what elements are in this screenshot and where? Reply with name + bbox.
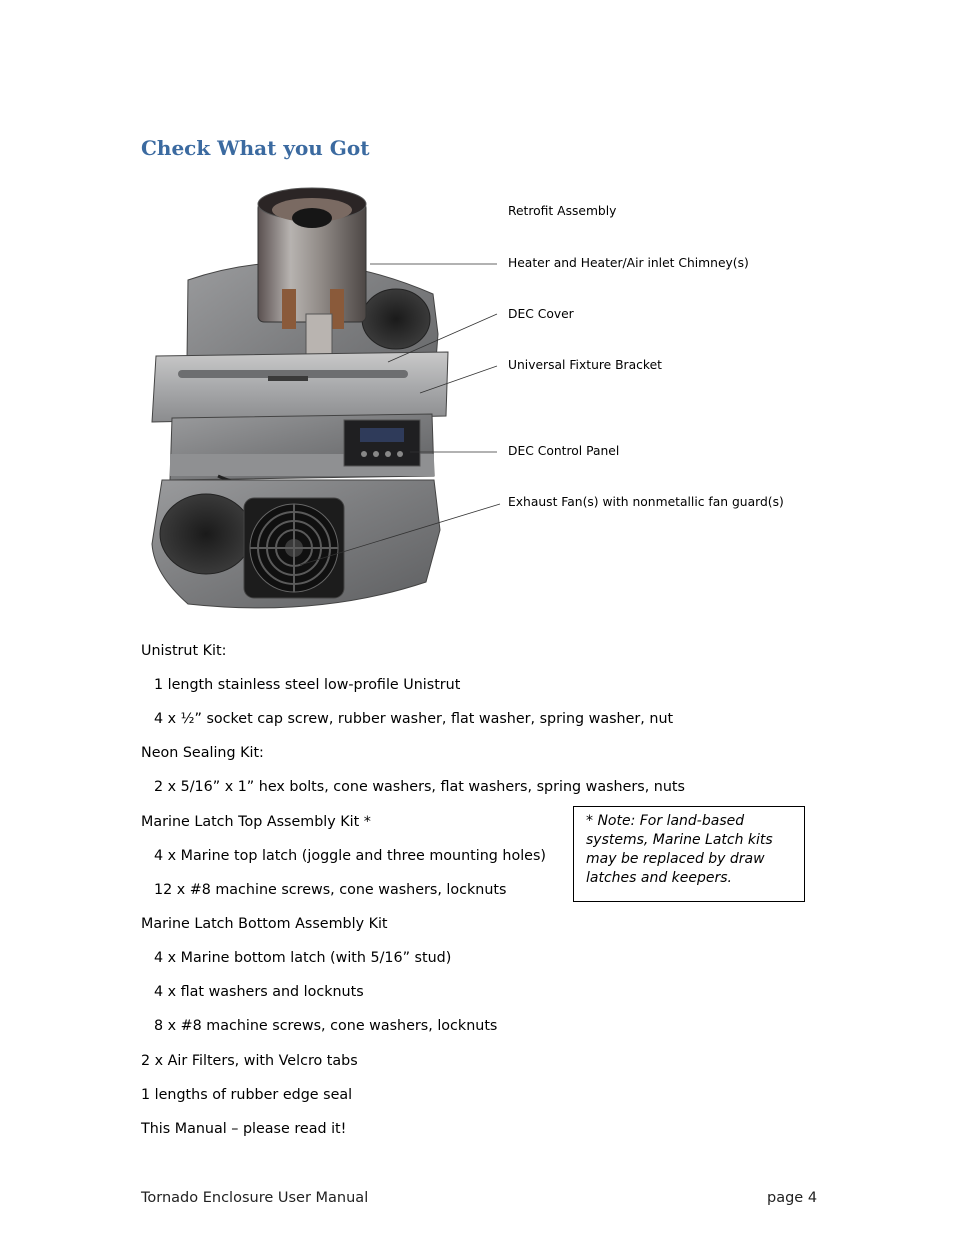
list-item: 4 x Marine bottom latch (with 5/16” stud) [154,950,452,966]
list-heading-marine-latch-top: Marine Latch Top Assembly Kit * [141,814,371,830]
list-item: 12 x #8 machine screws, cone washers, locknuts [154,882,507,898]
callout-heater-chimney: Heater and Heater/Air inlet Chimney(s) [508,256,749,270]
list-heading-neon-sealing-kit: Neon Sealing Kit: [141,745,264,761]
list-item-air-filters: 2 x Air Filters, with Velcro tabs [141,1053,358,1069]
list-heading-marine-latch-bottom: Marine Latch Bottom Assembly Kit [141,916,388,932]
list-item: 4 x Marine top latch (joggle and three mounting holes) [154,848,546,864]
list-item-edge-seal: 1 lengths of rubber edge seal [141,1087,353,1103]
footer-title: Tornado Enclosure User Manual [141,1190,369,1206]
callout-exhaust-fan: Exhaust Fan(s) with nonmetallic fan guard(s) [508,495,784,509]
callout-retrofit-assembly: Retrofit Assembly [508,204,617,218]
list-item: 2 x 5/16” x 1” hex bolts, cone washers, flat washers, spring washers, nuts [154,779,685,795]
list-item: 1 length stainless steel low-profile Unistrut [154,677,461,693]
callout-fixture-bracket: Universal Fixture Bracket [508,358,662,372]
callout-dec-cover: DEC Cover [508,307,574,321]
list-item-manual: This Manual – please read it! [141,1121,347,1137]
list-item: 4 x ½” socket cap screw, rubber washer, flat washer, spring washer, nut [154,711,674,727]
product-photo [148,184,468,618]
page-title: Check What you Got [141,136,370,160]
callout-dec-control-panel: DEC Control Panel [508,444,620,458]
page-number: page 4 [767,1190,818,1206]
list-item: 8 x #8 machine screws, cone washers, locknuts [154,1018,498,1034]
list-heading-unistrut-kit: Unistrut Kit: [141,643,227,659]
note-box: * Note: For land-based systems, Marine Latch kits may be replaced by draw latches and keepers. [573,806,805,902]
list-item: 4 x flat washers and locknuts [154,984,364,1000]
